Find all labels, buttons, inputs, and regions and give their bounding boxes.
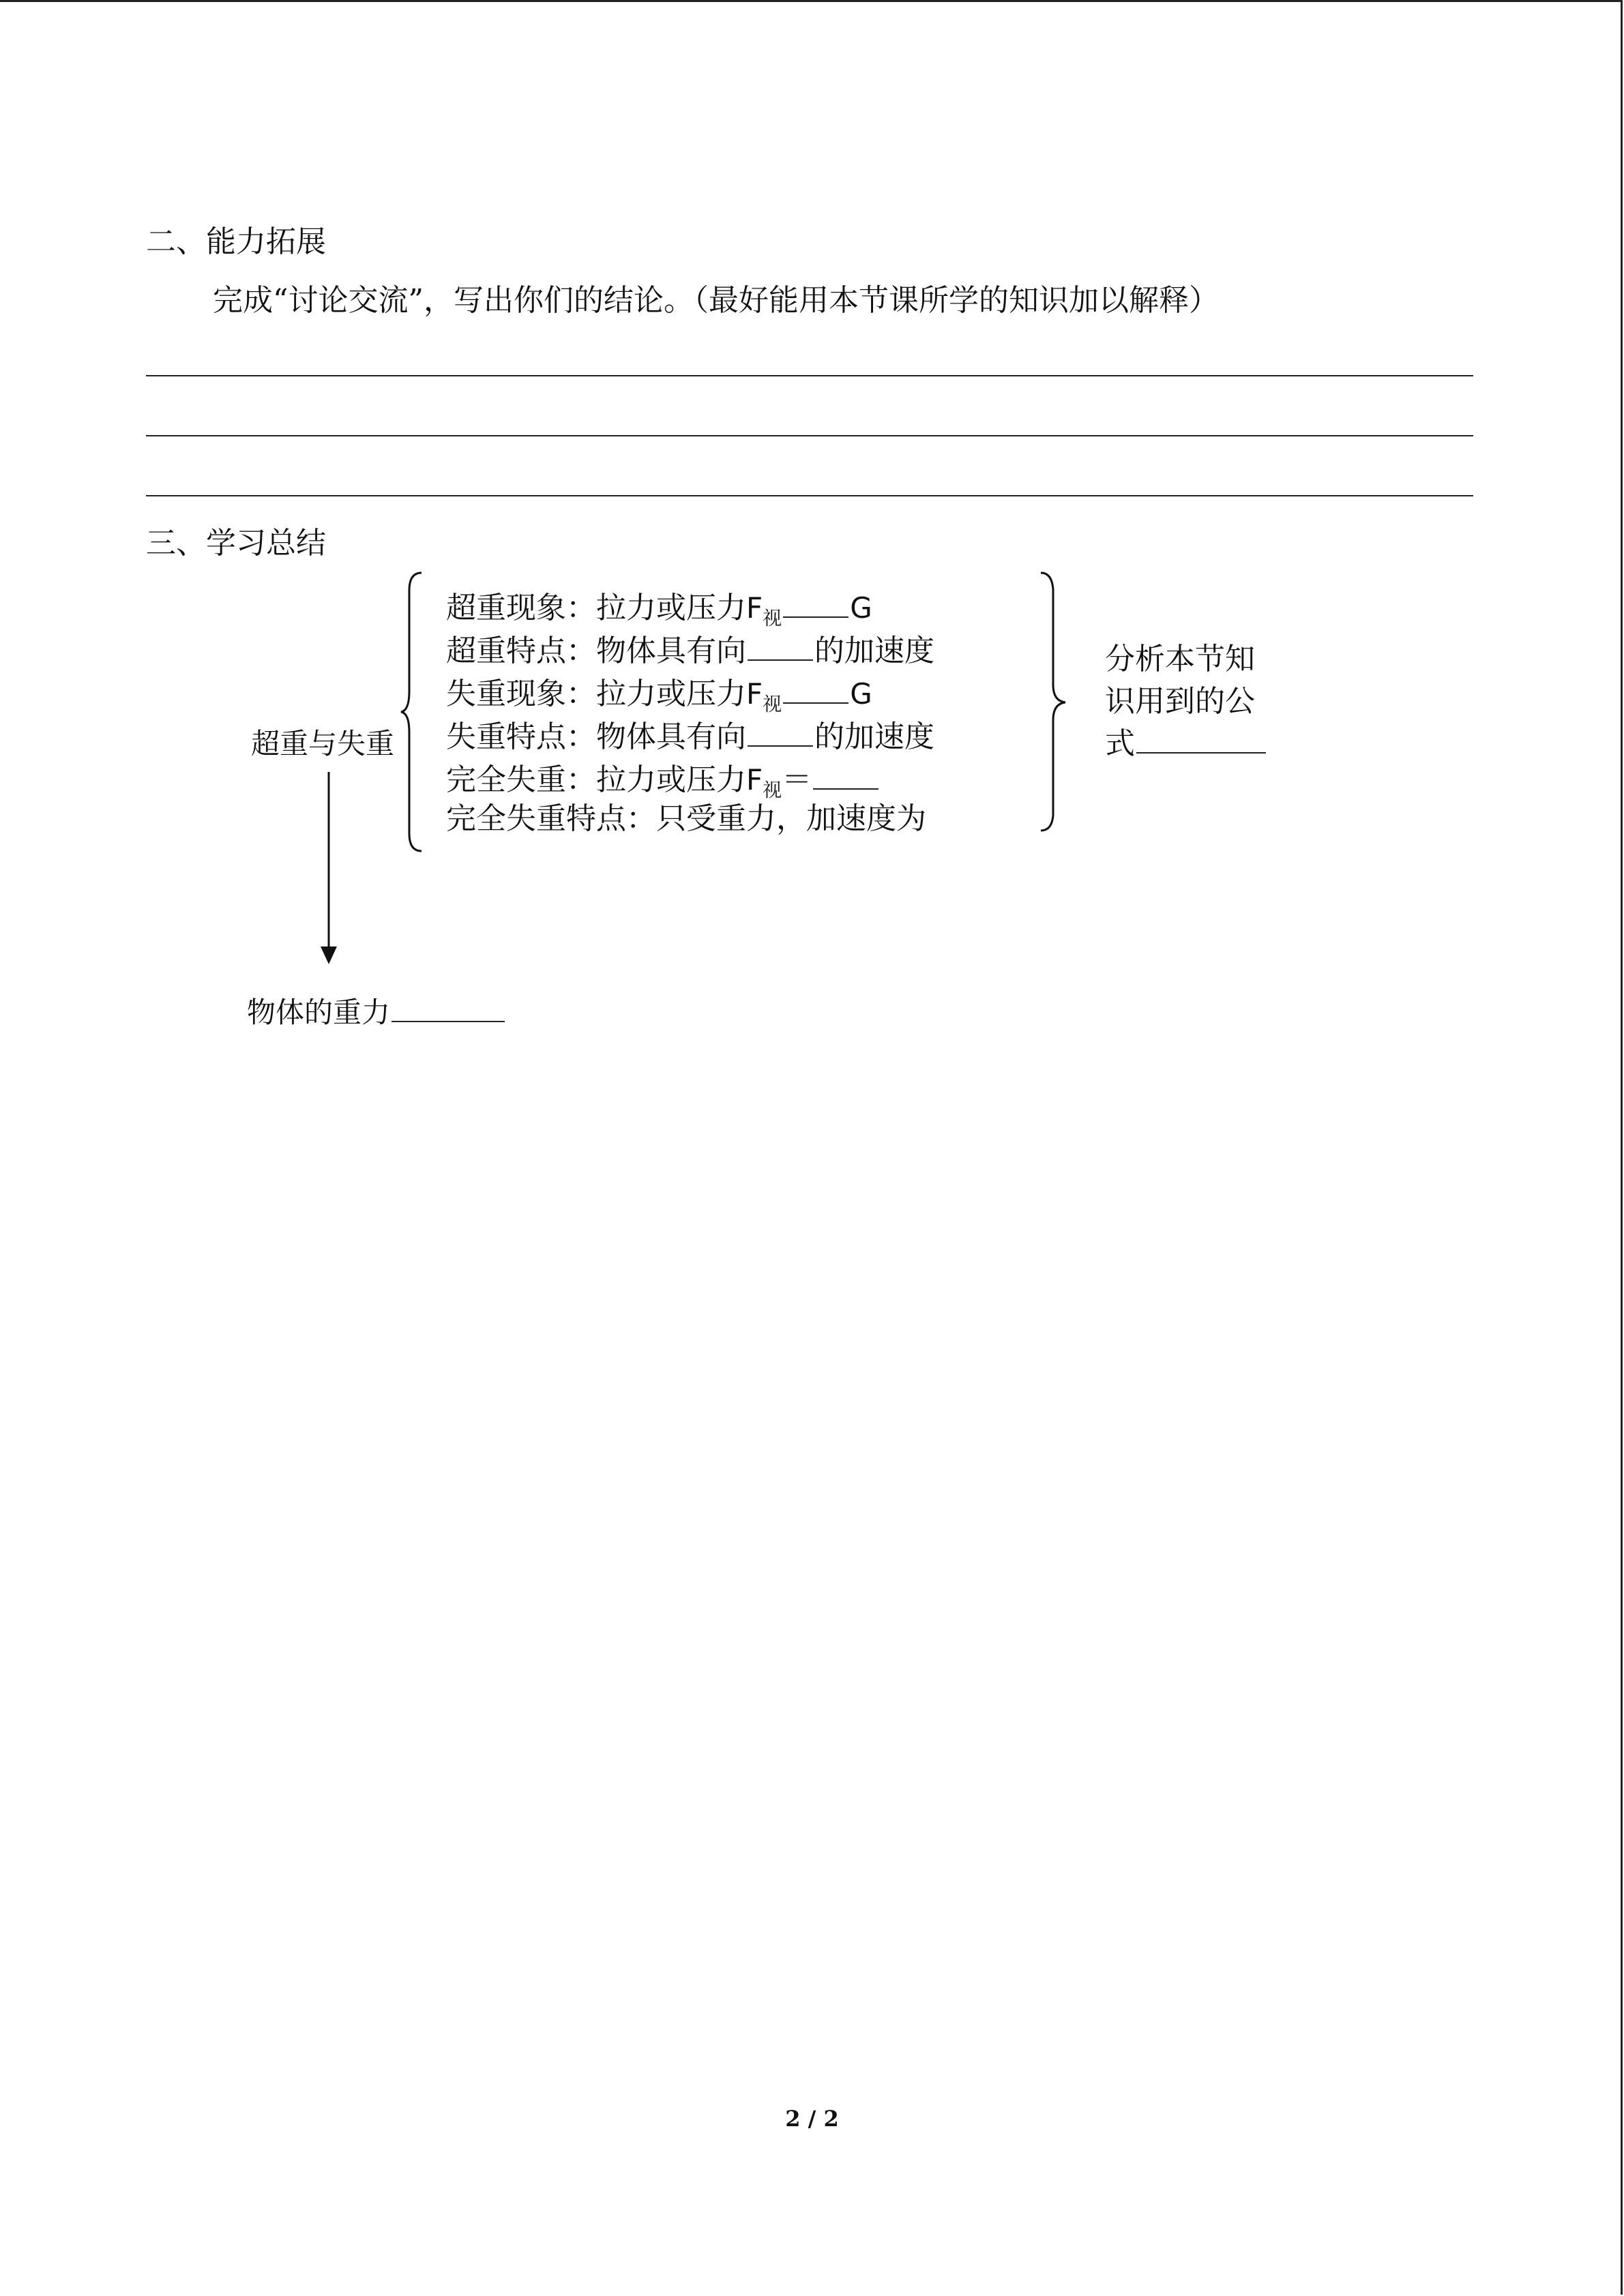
formula-line-1: 分析本节知	[1105, 642, 1255, 676]
line3-suffix: G	[850, 677, 872, 711]
line3-blank[interactable]	[783, 675, 848, 704]
answer-line-3[interactable]	[146, 495, 1473, 496]
line5-prefix: 完全失重：拉力或压力	[446, 762, 746, 797]
gravity-label: 物体的重力	[247, 996, 391, 1029]
line1-blank[interactable]	[783, 589, 848, 618]
line5-sub: 视	[763, 779, 782, 801]
line5-blank[interactable]	[813, 761, 879, 790]
line1-prefix: 超重现象：拉力或压力	[446, 591, 746, 625]
page-number: 2 / 2	[785, 2106, 839, 2132]
section2-instruction: 完成“讨论交流”，写出你们的结论。（最好能用本节课所学的知识加以解释）	[213, 283, 1219, 318]
line2-prefix: 超重特点：物体具有向	[446, 633, 746, 668]
right-brace-icon	[1038, 570, 1068, 833]
formula-blank[interactable]	[1136, 725, 1266, 754]
summary-line-1	[446, 589, 872, 629]
formula-line-3	[1105, 719, 1267, 762]
gravity-blank[interactable]	[392, 995, 505, 1022]
line4-suffix: 的加速度	[814, 719, 934, 754]
line1-sub: 视	[763, 607, 782, 629]
answer-line-1[interactable]	[146, 375, 1473, 376]
root-label: 超重与失重	[251, 727, 395, 760]
summary-line-5	[446, 761, 880, 801]
line4-prefix: 失重特点：物体具有向	[446, 719, 746, 754]
line3-sub: 视	[763, 693, 782, 715]
summary-line-2	[446, 632, 934, 666]
formula-line-3-text: 式	[1105, 726, 1135, 761]
line2-suffix: 的加速度	[814, 633, 934, 668]
answer-line-2[interactable]	[146, 435, 1473, 436]
left-brace-icon	[398, 570, 426, 854]
line4-blank[interactable]	[748, 718, 813, 747]
line5-suffix: ＝	[782, 762, 812, 797]
summary-line-4	[446, 718, 934, 752]
section2-heading: 二、能力拓展	[146, 224, 326, 259]
gravity-row	[247, 990, 506, 1031]
summary-line-3	[446, 675, 872, 715]
line3-prefix: 失重现象：拉力或压力	[446, 676, 746, 711]
line1-suffix: G	[850, 591, 872, 625]
line5-symbol: F	[746, 763, 763, 796]
line2-blank[interactable]	[748, 632, 813, 661]
section3-heading: 三、学习总结	[146, 526, 326, 561]
summary-line-6: 完全失重特点：只受重力，加速度为	[446, 801, 926, 836]
down-arrow-icon	[315, 772, 342, 967]
line3-symbol: F	[746, 677, 763, 711]
line1-symbol: F	[746, 591, 763, 625]
formula-line-2: 识用到的公	[1105, 684, 1255, 719]
